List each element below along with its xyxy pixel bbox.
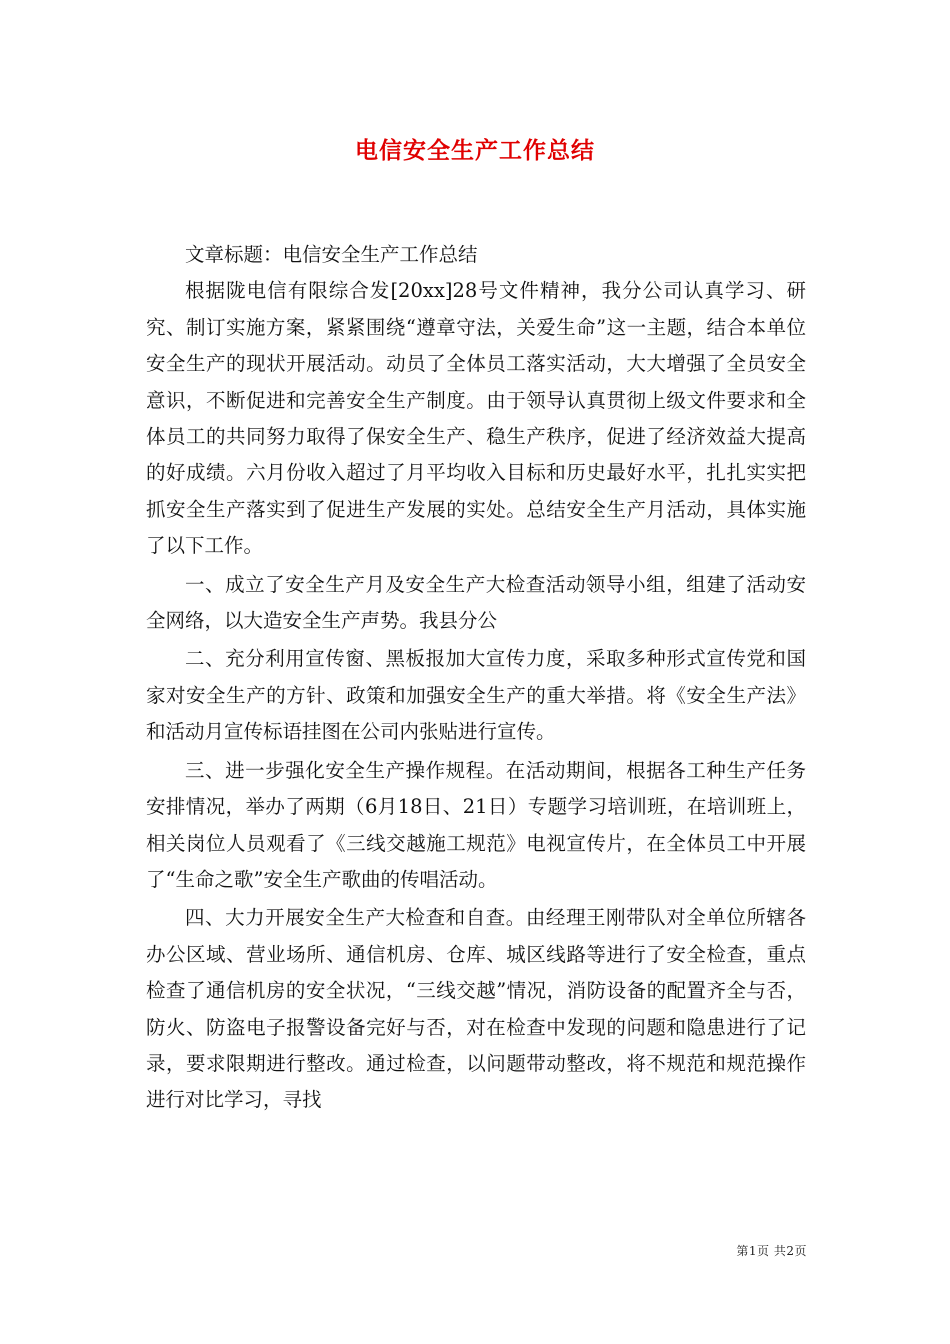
- paragraph-item-4: 四、大力开展安全生产大检查和自查。由经理王刚带队对全单位所辖各办公区域、营业场所、通信机房、仓库、城区线路等进行了安全检查，重点检查了通信机房的安全状况，“三线交越”情况，消防设备的配置齐全与否，防火、防盗电子报警设备完好与否，对在检查中发现的问题和隐患进行了记录，要求限期进行整改。通过检查，以问题带动整改，将不规范和规范操作进行对比学习，寻找: [146, 906, 806, 1112]
- document-body: [146, 237, 806, 1119]
- page-number-footer: 第1页 共2页: [736, 1244, 807, 1258]
- paragraph-intro: 根据陇电信有限综合发[20xx]28号文件精神，我分公司认真学习、研究、制订实施方案，紧紧围绕“遵章守法，关爱生命”这一主题，结合本单位安全生产的现状开展活动。动员了全体员工落实活动，大大增强了全员安全意识，不断促进和完善安全生产制度。由于领导认真贯彻上级文件要求和全体员工的共同努力取得了保安全生产、稳生产秩序，促进了经济效益大提高的好成绩。六月份收入超过了月平均收入目标和历史最好水平，扎扎实实把抓安全生产落实到了促进生产发展的实处。总结安全生产月活动，具体实施了以下工作。: [146, 279, 806, 558]
- paragraph-item-1: 一、成立了安全生产月及安全生产大检查活动领导小组，组建了活动安全网络，以大造安全生产声势。我县分公: [146, 572, 806, 633]
- article-title-line: 文章标题：电信安全生产工作总结: [185, 243, 478, 266]
- document-title: 电信安全生产工作总结: [355, 137, 595, 164]
- paragraph-item-2: 二、充分利用宣传窗、黑板报加大宣传力度，采取多种形式宣传党和国家对安全生产的方针、政策和加强安全生产的重大举措。将《安全生产法》和活动月宣传标语挂图在公司内张贴进行宣传。: [146, 647, 806, 744]
- paragraph-item-3: 三、进一步强化安全生产操作规程。在活动期间，根据各工种生产任务安排情况，举办了两期（6月18日、21日）专题学习培训班，在培训班上，相关岗位人员观看了《三线交越施工规范》电视宣传片，在全体员工中开展了“生命之歌”安全生产歌曲的传唱活动。: [146, 758, 806, 891]
